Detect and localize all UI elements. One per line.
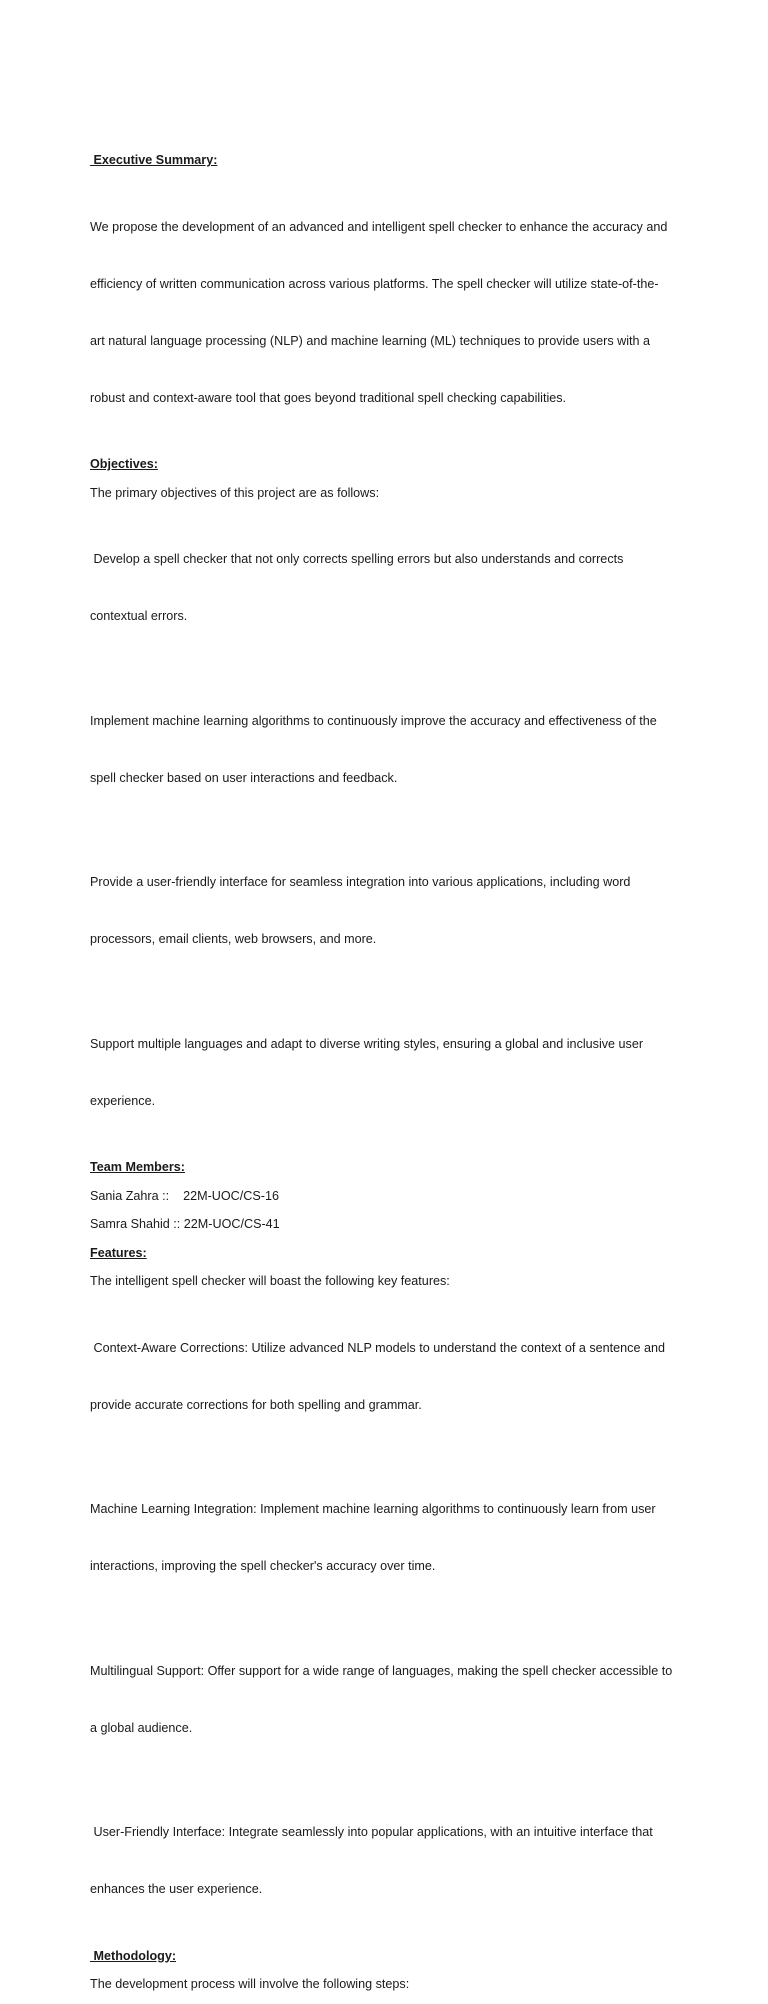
paragraph-line: robust and context-aware tool that goes beyond traditional spell checking capabilities. [90, 390, 567, 405]
paragraph-line: Develop a spell checker that not only corrects spelling errors but also understands and corrects [90, 552, 624, 566]
paragraph-line: provide accurate corrections for both spelling and grammar. [90, 1397, 422, 1412]
document-body [90, 151, 690, 2004]
paragraph-line: efficiency of written communication across various platforms. The spell checker will utilize state-of-the- [90, 276, 659, 291]
paragraph-line: interactions, improving the spell checker's accuracy over time. [90, 1559, 436, 1573]
feature-item [90, 1462, 690, 1614]
feature-item [90, 1301, 690, 1453]
paragraph-line: art natural language processing (NLP) and machine learning (ML) techniques to provide users with a [90, 333, 651, 348]
team-members-heading: Team Members: [90, 1160, 185, 1174]
team-member-entry: Samra Shahid :: 22M-UOC/CS-41 [90, 1217, 280, 1231]
paragraph-line: a global audience. [90, 1720, 193, 1735]
feature-item [90, 1624, 690, 1776]
paragraph-line: Provide a user-friendly interface for seamless integration into various applications, including word [90, 875, 631, 889]
methodology-heading: Methodology: [90, 1948, 177, 1963]
executive-summary-paragraph [90, 180, 690, 446]
objectives-intro: The primary objectives of this project are as follows: [90, 485, 380, 500]
objective-item [90, 512, 690, 664]
objective-item [90, 674, 690, 826]
paragraph-line: Machine Learning Integration: Implement machine learning algorithms to continuously learn from user [90, 1502, 656, 1516]
objectives-heading: Objectives: [90, 457, 158, 471]
paragraph-line: User-Friendly Interface: Integrate seamlessly into popular applications, with an intuitive interface that [90, 1825, 653, 1839]
features-intro: The intelligent spell checker will boast the following key features: [90, 1274, 450, 1288]
paragraph-line: Context-Aware Corrections: Utilize advanced NLP models to understand the context of a sentence and [90, 1340, 665, 1355]
paragraph-line: processors, email clients, web browsers, and more. [90, 932, 377, 946]
team-member-entry: Sania Zahra :: 22M-UOC/CS-16 [90, 1188, 279, 1203]
features-heading: Features: [90, 1245, 147, 1260]
paragraph-line: Implement machine learning algorithms to continuously improve the accuracy and effectiveness of the [90, 713, 657, 728]
paragraph-line: Multilingual Support: Offer support for a wide range of languages, making the spell checker accessible to [90, 1663, 673, 1678]
objective-item [90, 997, 690, 1149]
paragraph-line: spell checker based on user interactions and feedback. [90, 770, 398, 785]
objective-item [90, 835, 690, 987]
methodology-intro: The development process will involve the following steps: [90, 1977, 410, 1991]
executive-summary-heading: Executive Summary: [90, 153, 218, 167]
paragraph-line: contextual errors. [90, 609, 188, 623]
paragraph-line: Support multiple languages and adapt to diverse writing styles, ensuring a global and inclusive user [90, 1036, 644, 1051]
feature-item [90, 1785, 690, 1937]
paragraph-line: enhances the user experience. [90, 1882, 263, 1896]
paragraph-line: We propose the development of an advanced and intelligent spell checker to enhance the accuracy and [90, 219, 668, 234]
paragraph-line: experience. [90, 1093, 156, 1108]
